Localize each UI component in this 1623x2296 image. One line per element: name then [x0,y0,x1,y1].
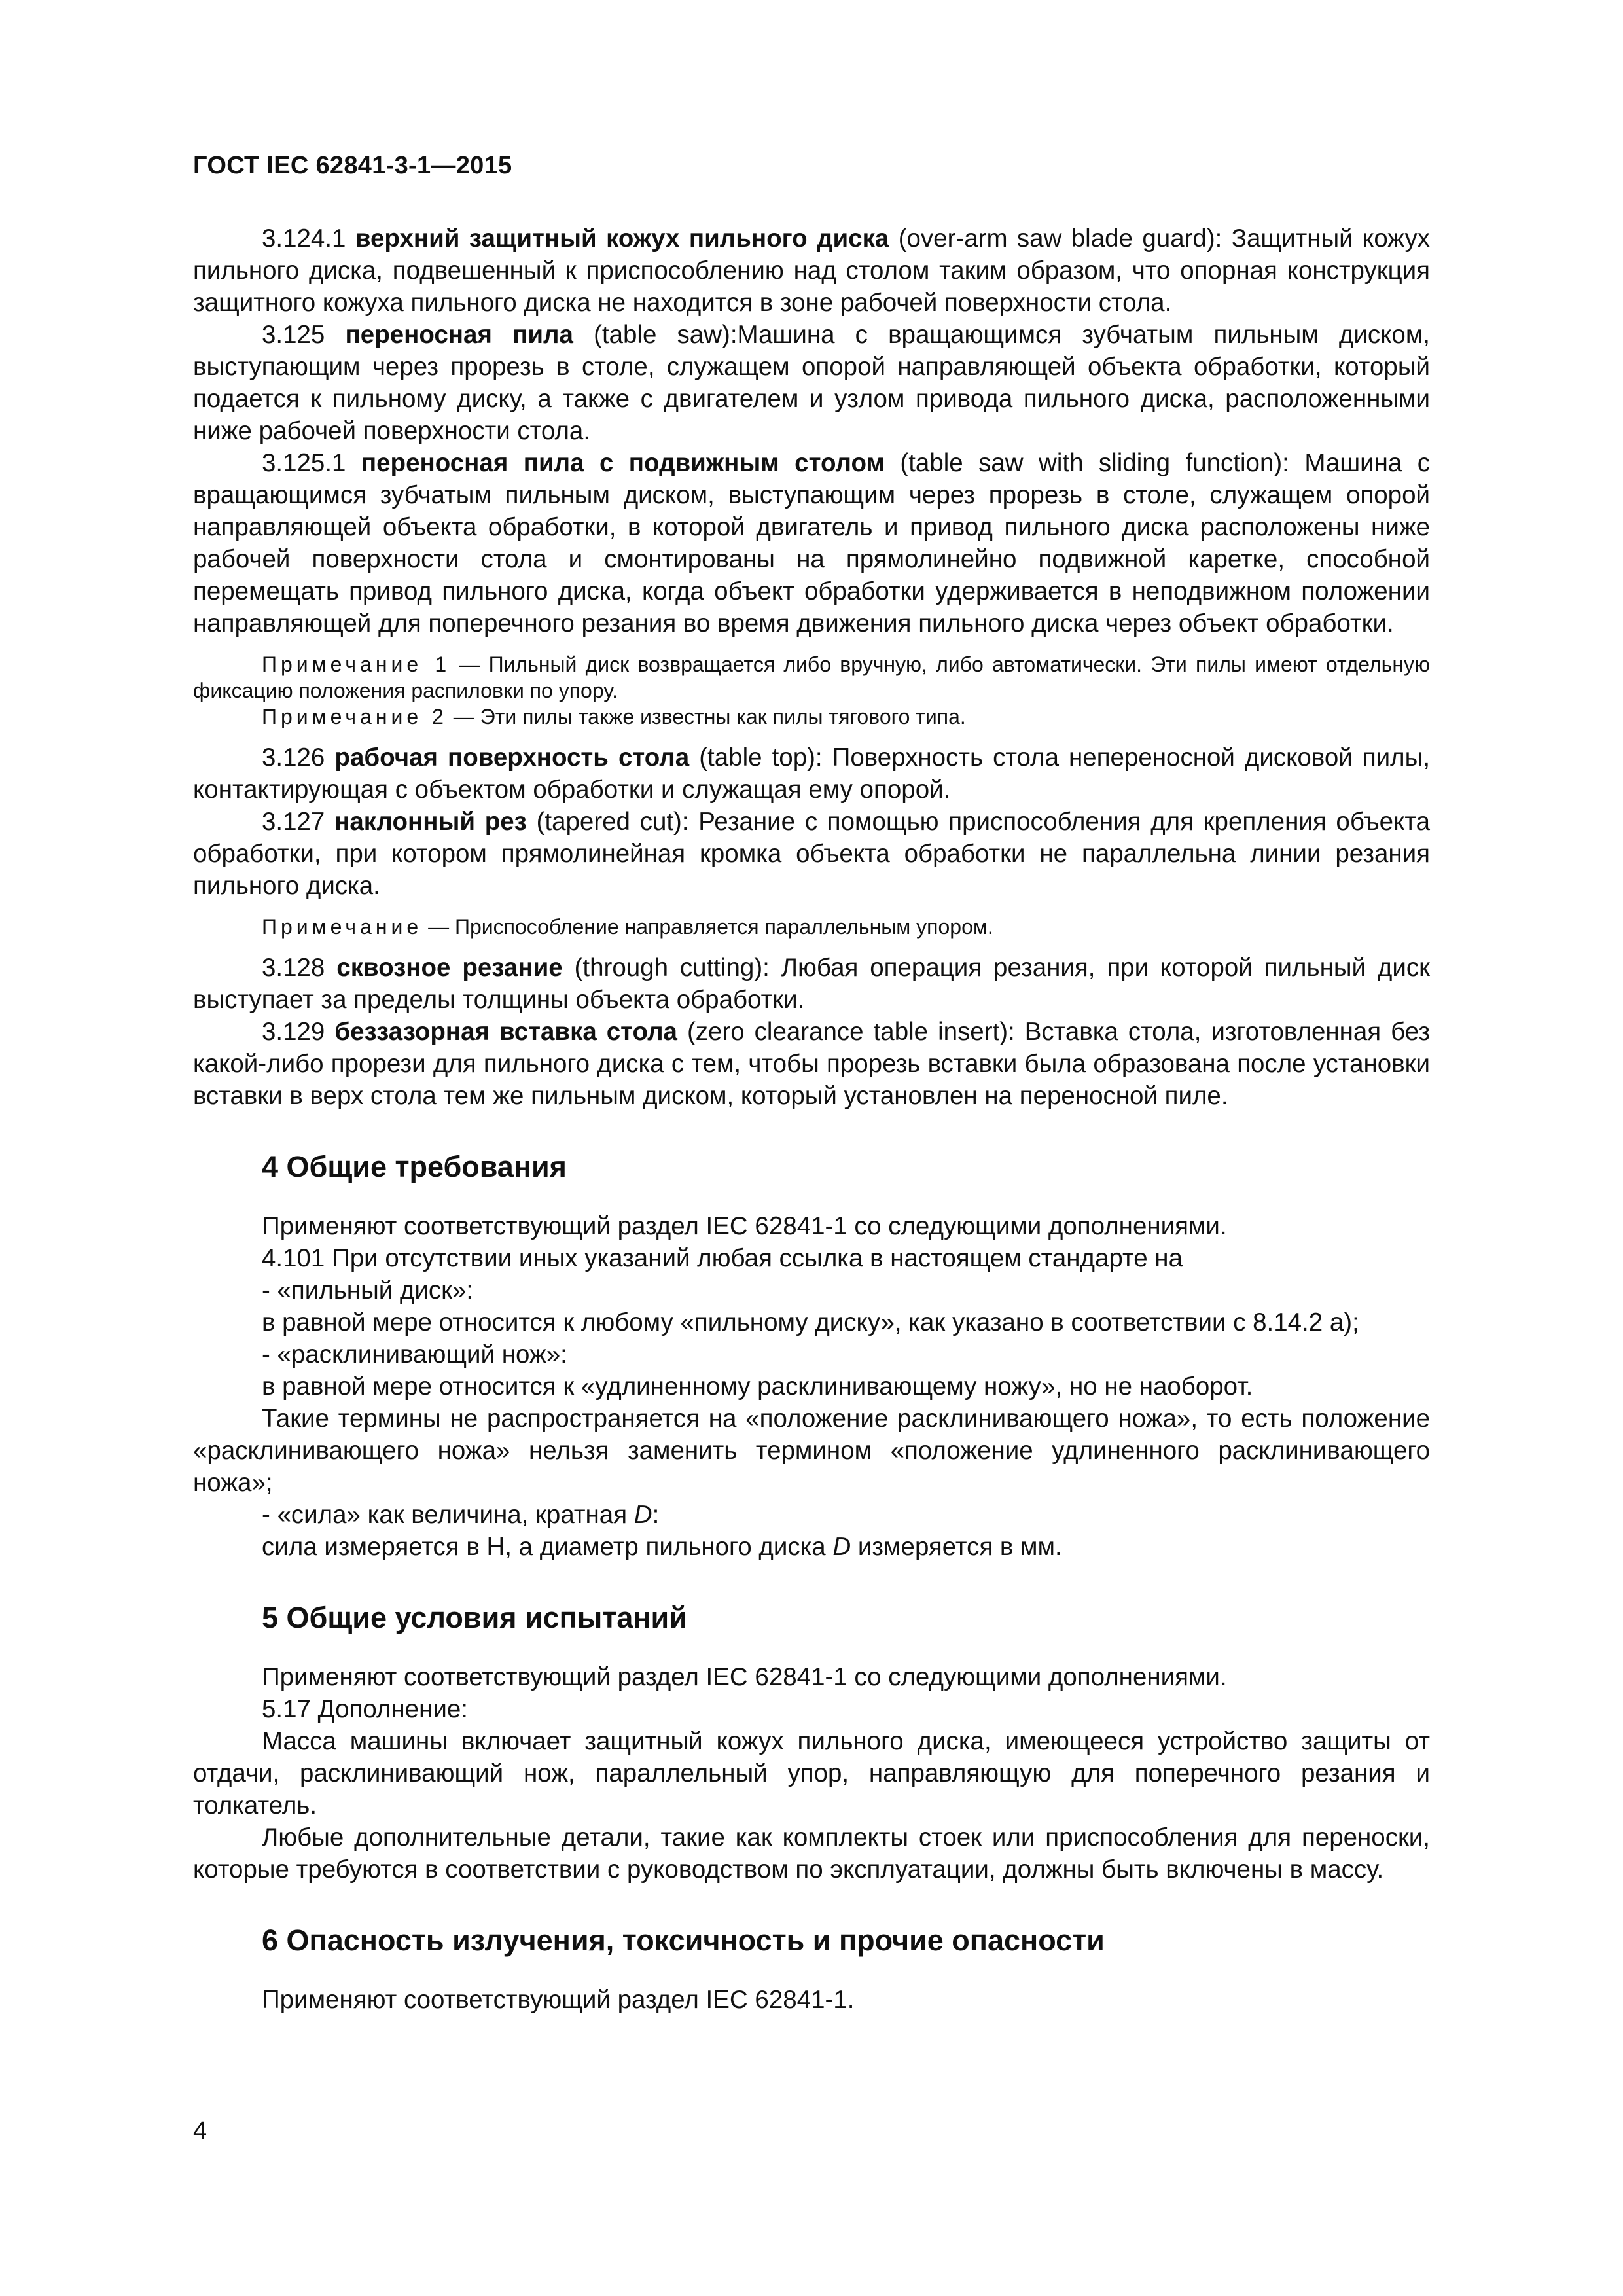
paragraph: Такие термины не распространяется на «положение расклинивающего ножа», то есть положение «расклинивающего ножа» нельзя заменить термином «положение удлиненного расклинивающего ножа»; [193,1405,1430,1497]
note-text: — Эти пилы также известны как пилы тягового типа. [447,705,966,728]
note-text: — Пильный диск возвращается либо вручную, либо автоматически. Эти пилы имеют отдельную фиксацию положения распиловки по упору. [193,653,1430,702]
definition-3-127 [193,806,1430,902]
clause-number: 3.125 [262,321,325,349]
clause-number: 3.126 [262,744,325,772]
definition-3-125-1 [193,447,1430,639]
definition-3-128 [193,952,1430,1016]
text-run: - «сила» как величина, кратная [262,1501,634,1529]
text-run: измеряется в мм. [851,1533,1062,1561]
paragraph [193,1499,1430,1531]
definition-3-125 [193,319,1430,447]
term: наклонный рез [334,808,527,836]
clause-number: 3.125.1 [262,449,346,477]
paragraph: - «расклинивающий нож»: [262,1340,567,1369]
text-run: : [652,1501,660,1529]
document-header: ГОСТ IEC 62841-3-1—2015 [193,152,512,179]
note-2 [193,704,1430,730]
definition-3-126 [193,742,1430,806]
term: переносная пила [345,321,573,349]
definition-text: (table saw with sliding function): Машина с вращающимся зубчатым пильным диском, выступающим через прорезь в столе, служащем опорой направляющей объекта обработки, в которой двигатель и привод пильного диска расположены ниже рабочей поверхности стола и смонтированы на прямолинейно подвижной каретке, способной перемещать привод пильного диска, когда объект обработки удерживается в неподвижном положении направляющей для поперечного резания во время движения пильного диска через объект обработки. [193,449,1430,637]
paragraph: в равной мере относится к «удлиненному расклинивающему ножу», но не наоборот. [262,1372,1253,1401]
definition-text: (table saw):Машина с вращающимся зубчатым пильным диском, выступающим через прорезь в столе, служащем опорой направляющей объекта обработки, который подается к пильному диску, а также с двигателем и узлом привода пильного диска, расположенными ниже рабочей поверхности стола. [193,321,1430,445]
paragraph: Масса машины включает защитный кожух пильного диска, имеющееся устройство защиты от отдачи, расклинивающий нож, параллельный упор, направляющую для поперечного резания и толкатель. [193,1727,1430,1820]
note-label: Примечание 1 [262,653,451,676]
definition-text: (table top): Поверхность стола непереносной дисковой пилы, контактирующая с объектом обработки и служащая ему опорой. [193,744,1431,804]
page-content [193,223,1430,2016]
definition-text: (zero clearance table insert): Вставка стола, изготовленная без какой-либо прорези для пильного диска с тем, чтобы прорезь вставки была образована после установки вставки в верх стола тем же пильным диском, который установлен на переносной пиле. [193,1018,1430,1110]
page-number: 4 [193,2117,207,2145]
paragraph: 4.101 При отсутствии иных указаний любая ссылка в настоящем стандарте на [262,1244,1183,1272]
note-label: Примечание [262,915,423,939]
paragraph: Применяют соответствующий раздел IEC 62841-1 со следующими дополнениями. [262,1663,1227,1691]
section-6-heading: 6 Опасность излучения, токсичность и прочие опасности [262,1924,1105,1957]
definition-3-129 [193,1016,1430,1112]
term: рабочая поверхность стола [334,744,690,772]
term: сквозное резание [336,954,563,982]
note-1 [193,651,1430,704]
term: верхний защитный кожух пильного диска [355,224,889,253]
variable-d: D [633,1501,652,1529]
term: беззазорная вставка стола [334,1018,677,1046]
section-5-heading: 5 Общие условия испытаний [262,1601,687,1634]
term: переносная пила с подвижным столом [361,449,885,477]
clause-number: 3.127 [262,808,325,836]
clause-number: 3.124.1 [262,224,346,253]
text-run: сила измеряется в Н, а диаметр пильного диска [262,1533,833,1561]
definition-text: (through cutting): Любая операция резания, при которой пильный диск выступает за пределы толщины объекта обработки. [193,954,1430,1014]
clause-number: 3.128 [262,954,325,982]
variable-d: D [832,1533,851,1561]
note-3 [193,914,1430,940]
paragraph: 5.17 Дополнение: [262,1695,468,1723]
section-4-heading: 4 Общие требования [262,1150,567,1183]
paragraph: Любые дополнительные детали, такие как комплекты стоек или приспособления для переноски, которые требуются в соответствии с руководством по эксплуатации, должны быть включены в массу. [193,1823,1430,1884]
note-label: Примечание 2 [262,705,448,728]
paragraph: в равной мере относится к любому «пильному диску», как указано в соответствии с 8.14.2 а); [262,1308,1359,1336]
definition-text: (over-arm saw blade guard): Защитный кожух пильного диска, подвешенный к приспособлению над столом таким образом, что опорная конструкция защитного кожуха пильного диска не находится в зоне рабочей поверхности стола. [193,224,1430,317]
note-text: — Приспособление направляется параллельным упором. [422,915,993,939]
paragraph: - «пильный диск»: [262,1276,474,1304]
paragraph: Применяют соответствующий раздел IEC 62841-1 со следующими дополнениями. [262,1212,1227,1240]
definition-3-124-1 [193,223,1430,319]
paragraph [193,1531,1430,1563]
clause-number: 3.129 [262,1018,325,1046]
definition-text: (tapered cut): Резание с помощью приспособления для крепления объекта обработки, при котором прямолинейная кромка объекта обработки не параллельна линии резания пильного диска. [193,808,1430,900]
paragraph: Применяют соответствующий раздел IEC 62841-1. [262,1986,855,2014]
